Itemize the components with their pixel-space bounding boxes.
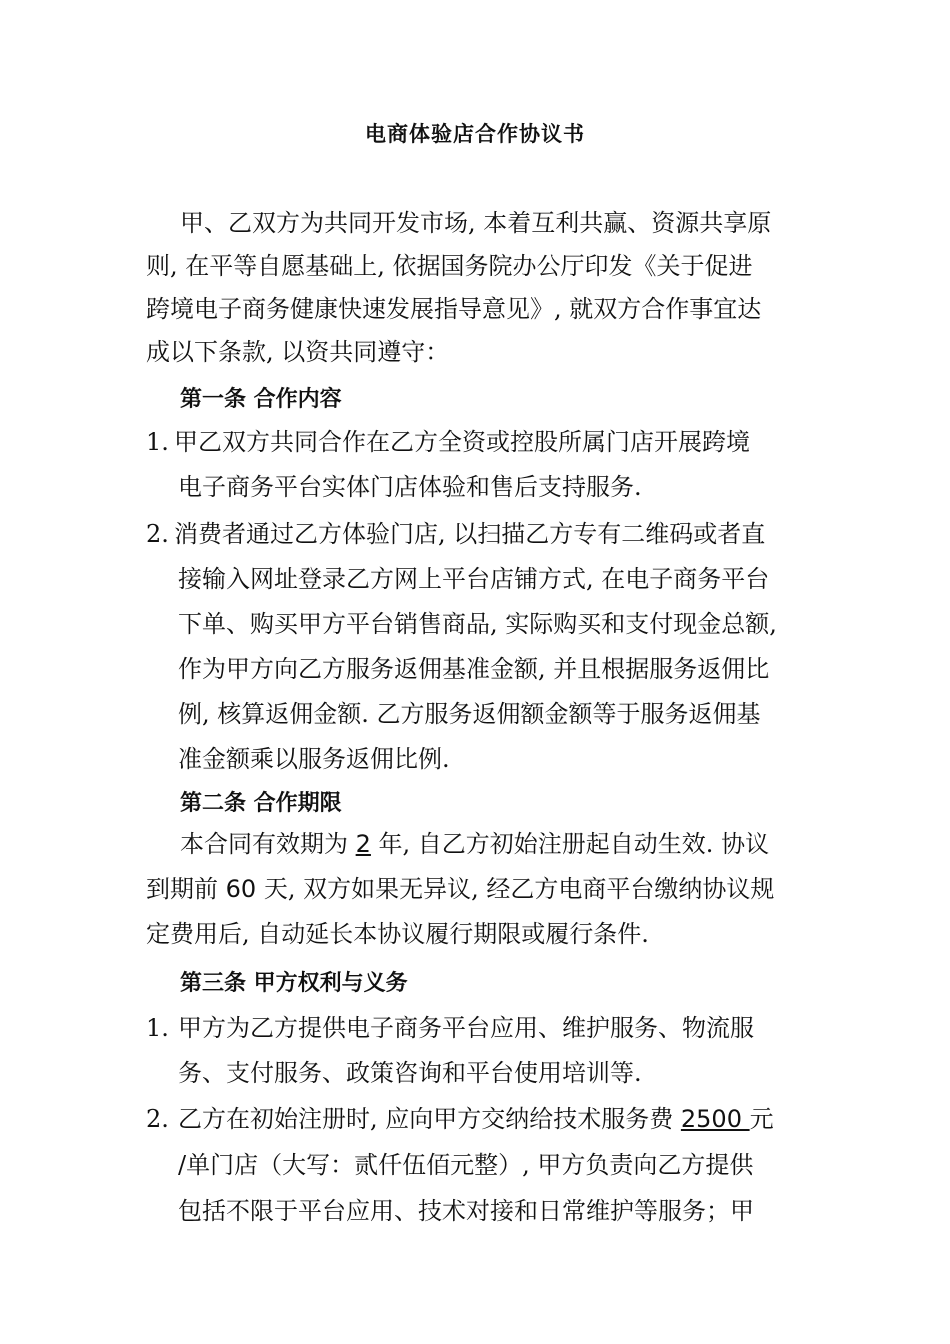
- intro-line-4: 成以下条款, 以资共同遵守：: [146, 338, 450, 366]
- service-fee: 2500: [680, 1105, 750, 1133]
- text: 元: [749, 1105, 774, 1133]
- item-line: [178, 1096, 826, 1142]
- intro-line-1: 甲、乙双方为共同开发市场, 本着互利共赢、资源共享原: [180, 209, 772, 237]
- text: 到期前: [146, 875, 226, 903]
- notice-days: 60: [225, 875, 257, 903]
- article-3-heading: 第三条 甲方权利与义务: [180, 971, 408, 996]
- intro-line-3: 跨境电子商务健康快速发展指导意见》, 就双方合作事宜达: [146, 295, 762, 323]
- article-1-item-2: [146, 512, 826, 782]
- item-line: 接输入网址登录乙方网上平台店铺方式, 在电子商务平台: [178, 565, 770, 593]
- document-title: 电商体验店合作协议书: [365, 122, 585, 146]
- item-line: 电子商务平台实体门店体验和售后支持服务.: [178, 473, 642, 501]
- item-number: 1.: [146, 428, 169, 456]
- item-line: /单门店（大写：贰仟伍佰元整）, 甲方负责向乙方提供: [178, 1151, 754, 1179]
- item-line: 例, 核算返佣金额. 乙方服务返佣额金额等于服务返佣基: [178, 700, 761, 728]
- item-line: 作为甲方向乙方服务返佣基准金额, 并且根据服务返佣比: [178, 655, 770, 683]
- item-line: 甲方为乙方提供电子商务平台应用、维护服务、物流服: [178, 1014, 754, 1042]
- article-1-heading: 第一条 合作内容: [180, 387, 342, 412]
- item-line: 消费者通过乙方体验门店, 以扫描乙方专有二维码或者直: [174, 520, 766, 548]
- text: 乙方在初始注册时, 应向甲方交纳给技术服务费: [178, 1105, 681, 1133]
- item-line: 甲乙双方共同合作在乙方全资或控股所属门店开展跨境: [174, 428, 750, 456]
- contract-years: 2: [355, 830, 371, 858]
- article-2-line-1: [146, 822, 816, 867]
- item-number: 2.: [146, 520, 169, 548]
- text: 本合同有效期为: [180, 830, 356, 858]
- article-3-item-1: [146, 1006, 826, 1096]
- intro-paragraph: [146, 202, 816, 374]
- item-line: 包括不限于平台应用、技术对接和日常维护等服务；甲: [178, 1197, 754, 1225]
- article-2-line-2: [146, 867, 816, 912]
- item-line: 准金额乘以服务返佣比例.: [178, 745, 450, 773]
- article-2-paragraph: [146, 822, 816, 957]
- article-3-item-2: [146, 1096, 826, 1234]
- item-number: 1.: [146, 1014, 169, 1042]
- text: 年, 自乙方初始注册起自动生效. 协议: [370, 830, 770, 858]
- item-number: 2.: [146, 1105, 169, 1133]
- item-line: 下单、购买甲方平台销售商品, 实际购买和支付现金总额,: [178, 610, 777, 638]
- intro-line-2: 则, 在平等自愿基础上, 依据国务院办公厅印发《关于促进: [146, 252, 753, 280]
- article-2-heading: 第二条 合作期限: [180, 791, 342, 816]
- text: 天, 双方如果无异议, 经乙方电商平台缴纳协议规: [256, 875, 775, 903]
- article-2-line-3: 定费用后, 自动延长本协议履行期限或履行条件.: [146, 920, 649, 948]
- item-line: 务、支付服务、政策咨询和平台使用培训等.: [178, 1059, 642, 1087]
- article-1-item-1: [146, 420, 826, 510]
